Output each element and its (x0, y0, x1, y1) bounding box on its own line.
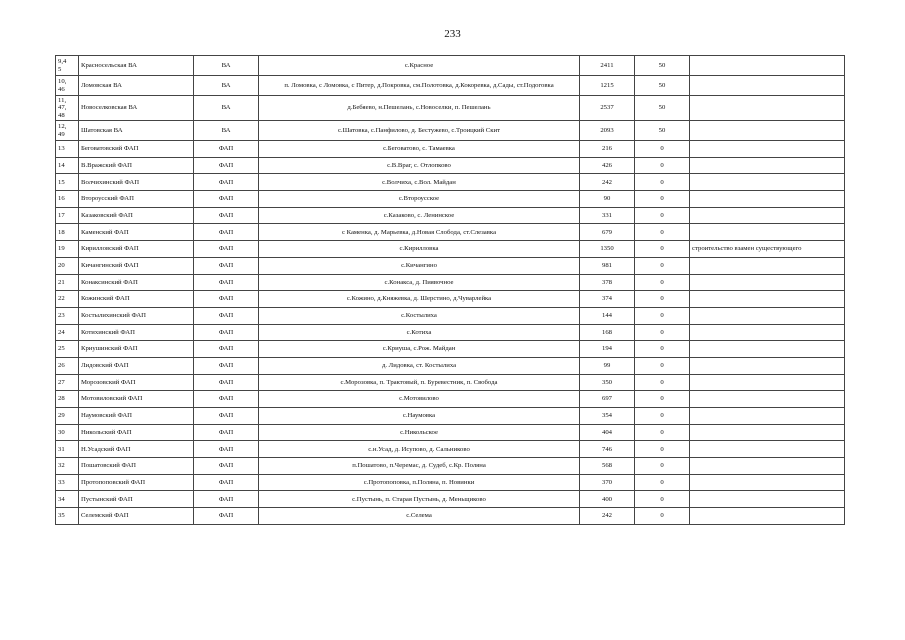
note-cell (690, 76, 845, 96)
table-row (56, 141, 845, 158)
localities-cell: с.Шатовка, с.Панфилово, д. Бестужево, с.Троицкий Скит (259, 121, 580, 141)
row-number-cell: 31 (56, 441, 79, 458)
note-cell (690, 274, 845, 291)
population-cell: 378 (580, 274, 635, 291)
facility-type-cell: ФАП (194, 291, 259, 308)
population-cell: 168 (580, 324, 635, 341)
facility-type-cell: ФАП (194, 157, 259, 174)
localities-cell: д.Бебяево, н.Пешелань, с.Новоселки, п. Пешелань (259, 96, 580, 121)
distance-cell: 0 (635, 141, 690, 158)
row-number-cell: 12, 49 (56, 121, 79, 141)
facility-name-cell: Второусский ФАП (79, 191, 194, 208)
row-number-cell: 32 (56, 458, 79, 475)
table-row (56, 257, 845, 274)
note-cell (690, 307, 845, 324)
population-cell: 144 (580, 307, 635, 324)
localities-cell: п. Ломовка, с Ломовка, с Питер, д.Покровка, см.Полотовка, д.Кокоревка, д.Сады, ст.Подоговка (259, 76, 580, 96)
note-cell (690, 491, 845, 508)
facility-type-cell: ВА (194, 76, 259, 96)
row-number-cell: 28 (56, 391, 79, 408)
row-number-cell: 23 (56, 307, 79, 324)
facility-name-cell: Кожинский ФАП (79, 291, 194, 308)
population-cell: 99 (580, 357, 635, 374)
table-row (56, 441, 845, 458)
localities-cell: с.н.Усад, д. Исупово, д. Сальниково (259, 441, 580, 458)
row-number-cell: 35 (56, 508, 79, 525)
localities-cell: с.Наумовка (259, 408, 580, 425)
distance-cell: 0 (635, 408, 690, 425)
facility-name-cell: Красносельская ВА (79, 56, 194, 76)
localities-cell: д. Лидовка, ст. Костылиха (259, 357, 580, 374)
note-cell (690, 141, 845, 158)
note-cell (690, 96, 845, 121)
facility-name-cell: Волчихинский ФАП (79, 174, 194, 191)
localities-cell: с Каменка, д. Марьевка, д.Новая Слобода, ст.Слезавка (259, 224, 580, 241)
population-cell: 404 (580, 424, 635, 441)
table-row (56, 224, 845, 241)
facility-name-cell: Каменский ФАП (79, 224, 194, 241)
row-number-cell: 21 (56, 274, 79, 291)
facility-name-cell: Конаксинский ФАП (79, 274, 194, 291)
note-cell (690, 424, 845, 441)
population-cell: 242 (580, 508, 635, 525)
localities-cell: с.Беговатово, с. Тамаевка (259, 141, 580, 158)
facility-type-cell: ФАП (194, 474, 259, 491)
row-number-cell: 9,4 5 (56, 56, 79, 76)
distance-cell: 0 (635, 391, 690, 408)
row-number-cell: 14 (56, 157, 79, 174)
facility-type-cell: ФАП (194, 357, 259, 374)
facility-name-cell: Наумовский ФАП (79, 408, 194, 425)
localities-cell: с.Пустынь, п. Старая Пустынь, д. Меньщиково (259, 491, 580, 508)
localities-cell: с.Казаково, с. Ленинское (259, 207, 580, 224)
distance-cell: 0 (635, 224, 690, 241)
distance-cell: 0 (635, 491, 690, 508)
localities-cell: п.Пошатово, п.Черемас, д. Судеб, с.Кр. Поляна (259, 458, 580, 475)
table-row (56, 491, 845, 508)
row-number-cell: 16 (56, 191, 79, 208)
population-cell: 426 (580, 157, 635, 174)
table-row (56, 341, 845, 358)
localities-cell: с.Кожино, д.Княжевка, д. Шерстино, д.Чуварлейка (259, 291, 580, 308)
note-cell (690, 157, 845, 174)
facility-type-cell: ФАП (194, 274, 259, 291)
localities-cell: с.Кичангино (259, 257, 580, 274)
table-row (56, 474, 845, 491)
population-cell: 2093 (580, 121, 635, 141)
distance-cell: 0 (635, 157, 690, 174)
table-row (56, 56, 845, 76)
distance-cell: 0 (635, 341, 690, 358)
note-cell (690, 291, 845, 308)
facility-name-cell: Н.Усадский ФАП (79, 441, 194, 458)
distance-cell: 0 (635, 207, 690, 224)
row-number-cell: 20 (56, 257, 79, 274)
note-cell (690, 207, 845, 224)
facility-type-cell: ФАП (194, 458, 259, 475)
localities-cell: с.Второусское (259, 191, 580, 208)
row-number-cell: 18 (56, 224, 79, 241)
note-cell (690, 224, 845, 241)
facility-type-cell: ФАП (194, 207, 259, 224)
row-number-cell: 19 (56, 241, 79, 258)
note-cell: строительство взамен существующего (690, 241, 845, 258)
population-cell: 679 (580, 224, 635, 241)
facility-type-cell: ФАП (194, 324, 259, 341)
population-cell: 746 (580, 441, 635, 458)
distance-cell: 0 (635, 191, 690, 208)
facility-name-cell: Селемский ФАП (79, 508, 194, 525)
localities-cell: с.Кирилловка (259, 241, 580, 258)
facility-name-cell: Новоселковская ВА (79, 96, 194, 121)
row-number-cell: 33 (56, 474, 79, 491)
row-number-cell: 30 (56, 424, 79, 441)
facility-type-cell: ФАП (194, 241, 259, 258)
table-row (56, 391, 845, 408)
row-number-cell: 22 (56, 291, 79, 308)
localities-cell: с.Никольское (259, 424, 580, 441)
population-cell: 568 (580, 458, 635, 475)
table-row (56, 76, 845, 96)
distance-cell: 50 (635, 96, 690, 121)
population-cell: 2411 (580, 56, 635, 76)
facility-type-cell: ФАП (194, 491, 259, 508)
facility-name-cell: Протопоповский ФАП (79, 474, 194, 491)
table-row (56, 508, 845, 525)
facility-name-cell: Морозовский ФАП (79, 374, 194, 391)
distance-cell: 50 (635, 56, 690, 76)
distance-cell: 0 (635, 241, 690, 258)
row-number-cell: 26 (56, 357, 79, 374)
population-cell: 2537 (580, 96, 635, 121)
localities-cell: с.Волчиха, с.Вол. Майдан (259, 174, 580, 191)
row-number-cell: 34 (56, 491, 79, 508)
localities-cell: с.Красное (259, 56, 580, 76)
note-cell (690, 391, 845, 408)
facility-name-cell: Котихинский ФАП (79, 324, 194, 341)
table-row (56, 291, 845, 308)
facility-type-cell: ФАП (194, 424, 259, 441)
localities-cell: с.Криуша, с.Рож. Майдан (259, 341, 580, 358)
facility-type-cell: ФАП (194, 374, 259, 391)
facility-name-cell: Казаковский ФАП (79, 207, 194, 224)
facility-type-cell: ФАП (194, 224, 259, 241)
table-row (56, 458, 845, 475)
localities-cell: с.Мотовилово (259, 391, 580, 408)
facility-type-cell: ВА (194, 56, 259, 76)
note-cell (690, 357, 845, 374)
facility-type-cell: ФАП (194, 441, 259, 458)
row-number-cell: 15 (56, 174, 79, 191)
row-number-cell: 29 (56, 408, 79, 425)
facility-name-cell: Пустынский ФАП (79, 491, 194, 508)
table-row (56, 174, 845, 191)
facility-name-cell: Кичангинский ФАП (79, 257, 194, 274)
table-row (56, 241, 845, 258)
facility-type-cell: ВА (194, 96, 259, 121)
facility-type-cell: ФАП (194, 391, 259, 408)
distance-cell: 0 (635, 357, 690, 374)
localities-cell: с.В.Враг, с. Отлопково (259, 157, 580, 174)
row-number-cell: 25 (56, 341, 79, 358)
facility-type-cell: ФАП (194, 191, 259, 208)
table-row (56, 121, 845, 141)
facility-name-cell: Пошатовский ФАП (79, 458, 194, 475)
distance-cell: 0 (635, 441, 690, 458)
note-cell (690, 408, 845, 425)
facility-name-cell: Шатовская ВА (79, 121, 194, 141)
table-row (56, 191, 845, 208)
population-cell: 242 (580, 174, 635, 191)
table-row (56, 408, 845, 425)
population-cell: 354 (580, 408, 635, 425)
population-cell: 400 (580, 491, 635, 508)
population-cell: 216 (580, 141, 635, 158)
table-row (56, 324, 845, 341)
facilities-table (55, 55, 845, 525)
facility-type-cell: ВА (194, 121, 259, 141)
page-number: 233 (444, 28, 461, 40)
facility-name-cell: Беговатовский ФАП (79, 141, 194, 158)
distance-cell: 0 (635, 174, 690, 191)
table-row (56, 274, 845, 291)
row-number-cell: 24 (56, 324, 79, 341)
note-cell (690, 441, 845, 458)
localities-cell: с.Костылиха (259, 307, 580, 324)
note-cell (690, 191, 845, 208)
distance-cell: 0 (635, 474, 690, 491)
localities-cell: с.Селема (259, 508, 580, 525)
note-cell (690, 508, 845, 525)
population-cell: 374 (580, 291, 635, 308)
distance-cell: 0 (635, 458, 690, 475)
population-cell: 350 (580, 374, 635, 391)
facility-type-cell: ФАП (194, 408, 259, 425)
note-cell (690, 374, 845, 391)
localities-cell: с.Конакса, д. Пиявочное (259, 274, 580, 291)
distance-cell: 0 (635, 291, 690, 308)
facility-name-cell: Ломовская ВА (79, 76, 194, 96)
facility-name-cell: В.Вражский ФАП (79, 157, 194, 174)
localities-cell: с.Морозовка, п. Трактовый, п. Буревестник, п. Свобода (259, 374, 580, 391)
note-cell (690, 458, 845, 475)
facility-type-cell: ФАП (194, 257, 259, 274)
localities-cell: с.Протопоповка, п.Поляна, п. Новинки (259, 474, 580, 491)
facility-name-cell: Костылихинский ФАП (79, 307, 194, 324)
row-number-cell: 17 (56, 207, 79, 224)
population-cell: 1350 (580, 241, 635, 258)
table-row (56, 307, 845, 324)
facility-type-cell: ФАП (194, 341, 259, 358)
facility-name-cell: Криушинский ФАП (79, 341, 194, 358)
facility-type-cell: ФАП (194, 307, 259, 324)
row-number-cell: 10, 46 (56, 76, 79, 96)
note-cell (690, 174, 845, 191)
distance-cell: 0 (635, 424, 690, 441)
distance-cell: 0 (635, 324, 690, 341)
localities-cell: с.Котиха (259, 324, 580, 341)
note-cell (690, 56, 845, 76)
distance-cell: 0 (635, 257, 690, 274)
facility-type-cell: ФАП (194, 174, 259, 191)
table-row (56, 357, 845, 374)
population-cell: 90 (580, 191, 635, 208)
population-cell: 1215 (580, 76, 635, 96)
facility-type-cell: ФАП (194, 508, 259, 525)
table-row (56, 424, 845, 441)
table-body (56, 56, 845, 525)
population-cell: 981 (580, 257, 635, 274)
facility-name-cell: Лидовский ФАП (79, 357, 194, 374)
population-cell: 697 (580, 391, 635, 408)
facility-name-cell: Кирилловский ФАП (79, 241, 194, 258)
distance-cell: 50 (635, 121, 690, 141)
facility-name-cell: Мотовиловский ФАП (79, 391, 194, 408)
population-cell: 331 (580, 207, 635, 224)
distance-cell: 0 (635, 374, 690, 391)
distance-cell: 50 (635, 76, 690, 96)
table-row (56, 157, 845, 174)
row-number-cell: 11, 47, 48 (56, 96, 79, 121)
row-number-cell: 13 (56, 141, 79, 158)
distance-cell: 0 (635, 508, 690, 525)
note-cell (690, 257, 845, 274)
note-cell (690, 474, 845, 491)
distance-cell: 0 (635, 274, 690, 291)
facility-type-cell: ФАП (194, 141, 259, 158)
table-row (56, 374, 845, 391)
table-row (56, 96, 845, 121)
table-row (56, 207, 845, 224)
note-cell (690, 324, 845, 341)
distance-cell: 0 (635, 307, 690, 324)
row-number-cell: 27 (56, 374, 79, 391)
facility-name-cell: Никольский ФАП (79, 424, 194, 441)
note-cell (690, 341, 845, 358)
population-cell: 370 (580, 474, 635, 491)
population-cell: 194 (580, 341, 635, 358)
note-cell (690, 121, 845, 141)
